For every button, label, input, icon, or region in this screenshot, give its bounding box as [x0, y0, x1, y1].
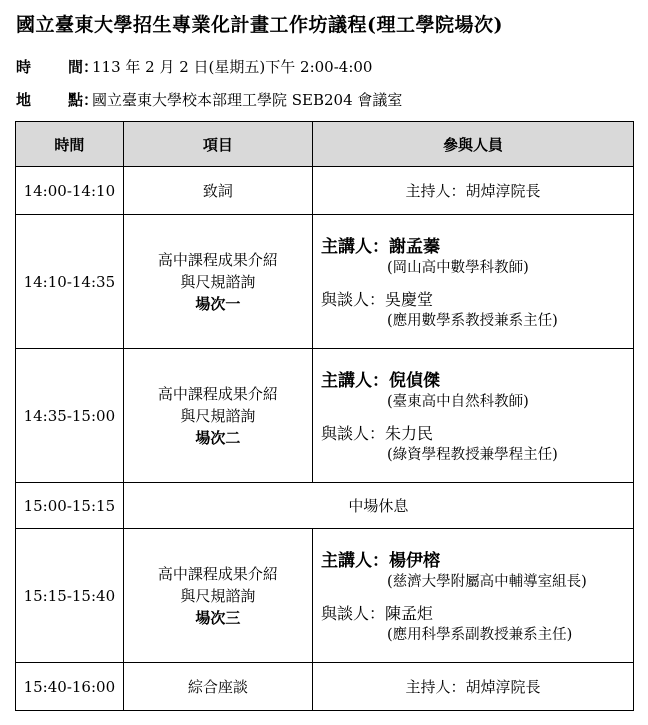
- row-participants: 主講人：謝孟蓁 (岡山高中數學科教師) 與談人：吳慶堂 (應用數學系教授兼系主任): [312, 215, 633, 349]
- session-label: 場次二: [195, 428, 241, 447]
- speaker-name: 謝孟蓁: [388, 236, 440, 257]
- table-row: [16, 529, 634, 663]
- row-host: 主持人：胡焯淳院長: [312, 663, 633, 711]
- session-label: 場次一: [195, 294, 241, 313]
- meta-time: [16, 56, 372, 77]
- row-time: 14:35-15:00: [16, 349, 124, 483]
- row-item: 高中課程成果介紹 與尺規諮詢 場次三: [123, 529, 312, 663]
- discussant-affiliation: (應用數學系教授兼系主任): [386, 312, 558, 329]
- row-item: 高中課程成果介紹 與尺規諮詢 場次一: [123, 215, 312, 349]
- row-participants: 主講人：楊伊榕 (慈濟大學附屬高中輔導室組長) 與談人：陳孟炬 (應用科學系副教授兼系主任): [312, 529, 633, 663]
- header-item: 項目: [123, 122, 312, 167]
- row-time: 14:00-14:10: [16, 167, 124, 215]
- row-time: 15:40-16:00: [16, 663, 124, 711]
- row-participants: 主講人：倪偵傑 (臺東高中自然科教師) 與談人：朱力民 (綠資學程教授兼學程主任): [312, 349, 633, 483]
- table-row: [16, 483, 634, 529]
- speaker-affiliation: (岡山高中數學科教師): [386, 259, 529, 276]
- place-value: 國立臺東大學校本部理工學院 SEB204 會議室: [92, 91, 403, 109]
- table-row: [16, 663, 634, 711]
- speaker-name: 倪偵傑: [388, 370, 440, 391]
- table-header-row: [16, 122, 634, 167]
- row-time: 15:00-15:15: [16, 483, 124, 529]
- time-label: 時 間：: [16, 58, 99, 76]
- document-title: 國立臺東大學招生專業化計畫工作坊議程(理工學院場次): [16, 14, 503, 36]
- row-time: 15:15-15:40: [16, 529, 124, 663]
- row-host: 主持人：胡焯淳院長: [312, 167, 633, 215]
- discussant-affiliation: (應用科學系副教授兼系主任): [386, 626, 573, 643]
- break-label: 中場休息: [123, 483, 633, 529]
- table-row: [16, 349, 634, 483]
- discussant-name: 朱力民: [384, 423, 433, 443]
- agenda-table: [15, 121, 634, 711]
- discussant-affiliation: (綠資學程教授兼學程主任): [386, 446, 558, 463]
- discussant-name: 吳慶堂: [384, 289, 433, 309]
- place-label: 地 點：: [16, 91, 99, 109]
- session-label: 場次三: [195, 608, 241, 627]
- discussant-name: 陳孟炬: [384, 603, 433, 623]
- speaker-name: 楊伊榕: [388, 550, 440, 571]
- header-participants: 參與人員: [312, 122, 633, 167]
- row-time: 14:10-14:35: [16, 215, 124, 349]
- header-time: 時間: [16, 122, 124, 167]
- meta-place: [16, 89, 402, 110]
- row-item: 高中課程成果介紹 與尺規諮詢 場次二: [123, 349, 312, 483]
- speaker-affiliation: (臺東高中自然科教師): [386, 393, 529, 410]
- time-value: 113 年 2 月 2 日(星期五)下午 2:00-4:00: [92, 58, 373, 76]
- table-row: [16, 215, 634, 349]
- speaker-affiliation: (慈濟大學附屬高中輔導室組長): [386, 573, 587, 590]
- row-item: 綜合座談: [123, 663, 312, 711]
- table-row: [16, 167, 634, 215]
- row-item: 致詞: [123, 167, 312, 215]
